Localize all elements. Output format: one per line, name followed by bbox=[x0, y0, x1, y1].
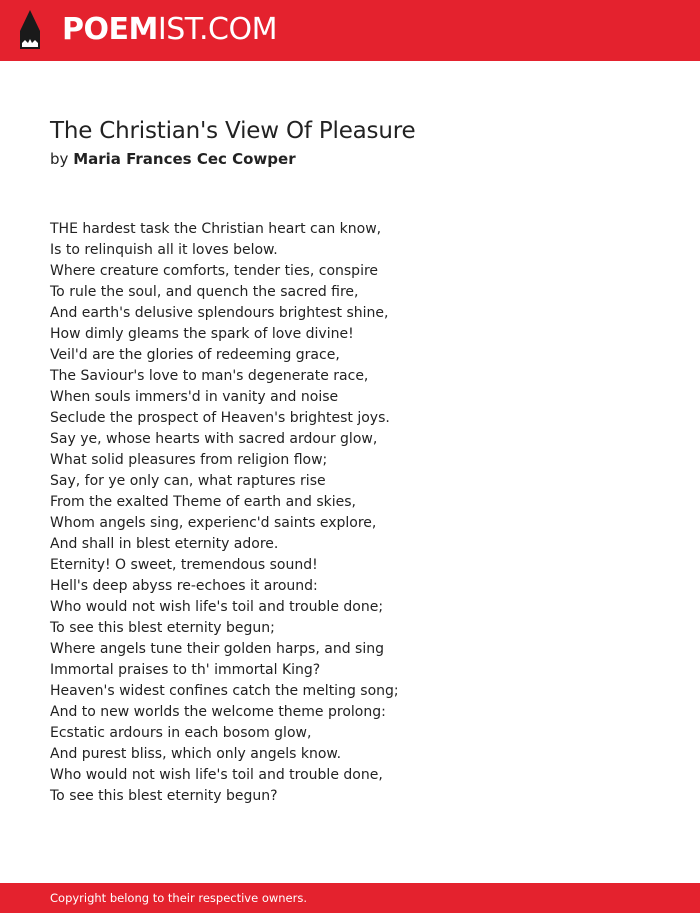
by-label: by bbox=[50, 150, 69, 168]
poem-line: Who would not wish life's toil and trouble done, bbox=[50, 767, 383, 783]
poem-line: Where creature comforts, tender ties, conspire bbox=[50, 263, 379, 279]
poem-line: Immortal praises to th' immortal King? bbox=[50, 662, 321, 678]
copyright-notice: Copyright belong to their respective owners. bbox=[50, 891, 308, 905]
poem-line: What solid pleasures from religion flow; bbox=[50, 452, 328, 468]
poem-line: Heaven's widest confines catch the melting song; bbox=[50, 683, 399, 699]
poem-line: And shall in blest eternity adore. bbox=[50, 536, 279, 552]
logo-text-light: IST.COM bbox=[157, 12, 277, 47]
poem-line: THE hardest task the Christian heart can know, bbox=[50, 221, 382, 237]
site-header bbox=[0, 0, 700, 61]
poem-title: The Christian's View Of Pleasure bbox=[50, 118, 416, 144]
poem-body bbox=[50, 219, 399, 807]
poem-line: How dimly gleams the spark of love divine! bbox=[50, 326, 354, 342]
site-logo[interactable] bbox=[62, 11, 277, 49]
poem-line: From the exalted Theme of earth and skies, bbox=[50, 494, 357, 510]
logo-text-bold: POEM bbox=[62, 12, 158, 47]
pen-nib-icon bbox=[17, 9, 43, 51]
poem-line: And to new worlds the welcome theme prolong: bbox=[50, 704, 386, 720]
poem-line: To see this blest eternity begun; bbox=[50, 620, 275, 636]
poem-line: Veil'd are the glories of redeeming grace, bbox=[50, 347, 340, 363]
poem-line: Hell's deep abyss re-echoes it around: bbox=[50, 578, 318, 594]
poem-line: Ecstatic ardours in each bosom glow, bbox=[50, 725, 312, 741]
poem-line: Eternity! O sweet, tremendous sound! bbox=[50, 557, 318, 573]
poem-line: Say, for ye only can, what raptures rise bbox=[50, 473, 326, 489]
poem-line: The Saviour's love to man's degenerate race, bbox=[50, 368, 369, 384]
poem-byline bbox=[50, 149, 296, 169]
poem-line: And earth's delusive splendours brightest shine, bbox=[50, 305, 389, 321]
poem-line: And purest bliss, which only angels know. bbox=[50, 746, 342, 762]
poem-line: Is to relinquish all it loves below. bbox=[50, 242, 278, 258]
poem-line: Where angels tune their golden harps, and sing bbox=[50, 641, 384, 657]
poem-line: To see this blest eternity begun? bbox=[50, 788, 278, 804]
poem-line: Seclude the prospect of Heaven's brightest joys. bbox=[50, 410, 390, 426]
poem-author: Maria Frances Cec Cowper bbox=[73, 150, 296, 168]
poem-line: Say ye, whose hearts with sacred ardour glow, bbox=[50, 431, 378, 447]
poem-line: When souls immers'd in vanity and noise bbox=[50, 389, 339, 405]
poem-line: Whom angels sing, experienc'd saints explore, bbox=[50, 515, 377, 531]
site-footer bbox=[0, 883, 700, 913]
poem-line: Who would not wish life's toil and trouble done; bbox=[50, 599, 384, 615]
poem-line: To rule the soul, and quench the sacred fire, bbox=[50, 284, 359, 300]
